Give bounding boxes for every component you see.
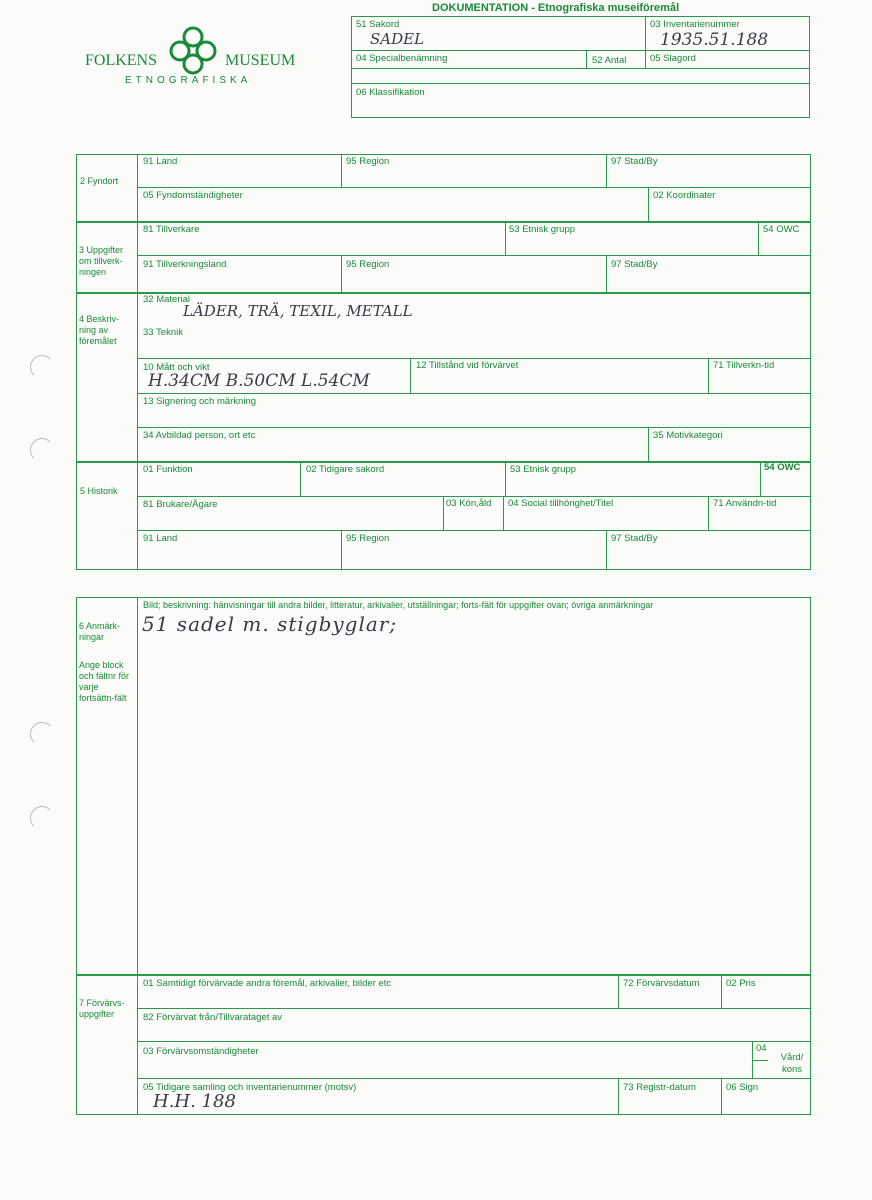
clover-icon [165,24,221,76]
forvarvat-fran-label: 82 Förvärvat från/Tillvarataget av [143,1012,283,1023]
klassifikation-label: 06 Klassifikation [356,87,425,98]
punch-hole [30,355,54,379]
motivkategori-label: 35 Motivkategori [653,430,723,441]
inventarienummer-label: 03 Inventarienummer [650,19,740,30]
section-beskrivning-title: 4 Beskriv-ning av föremålet [79,314,120,346]
tillverkning-region-label: 95 Region [346,259,390,270]
specialbenamning-label: 04 Specialbenämning [356,53,448,64]
tillverkning-stad-label: 97 Stad/By [611,259,658,270]
punch-hole [30,438,54,462]
museum-logo [85,22,315,92]
punch-hole [30,806,54,830]
historik-stad-label: 97 Stad/By [611,533,658,544]
forvarvsomstandigheter-label: 03 Förvärvsomständigheter [143,1046,259,1057]
anvandn-tid-label: 71 Användn-tid [713,498,777,509]
section-tillverkning-title: 3 Uppgifter om tillverk-ningen [79,245,124,277]
funktion-label: 01 Funktion [143,464,193,475]
tidigare-samling-value[interactable]: H.H. 188 [153,1091,236,1112]
teknik-label: 33 Teknik [143,327,183,338]
forvarvsdatum-label: 72 Förvärvsdatum [623,978,700,989]
fyndort-land-label: 91 Land [143,156,178,167]
slagord-label: 05 Slagord [650,53,696,64]
material-label: 32 Material [143,294,190,305]
punch-hole [30,722,54,746]
matt-value[interactable]: H.34CM B.50CM L.54CM [148,371,370,391]
registr-datum-label: 73 Registr-datum [623,1082,696,1093]
antal-label: 52 Antal [592,55,627,66]
logo-right-text: MUSEUM [225,52,296,69]
anmarkningar-text[interactable]: 51 sadel m. stigbyglar; [142,612,398,636]
fyndort-stad-label: 97 Stad/By [611,156,658,167]
tillverkning-etnisk-grupp-label: 53 Etnisk grupp [509,224,576,235]
avbildad-label: 34 Avbildad person, ort etc [143,430,256,441]
vard-number-label: 04 [756,1043,767,1054]
koordinater-label: 02 Koordinater [653,190,716,201]
section-anmarkningar-title: 6 Anmärk-ningar [79,621,121,642]
section-historik-title: 5 Historik [80,486,118,496]
samtidigt-label: 01 Samtidigt förvärvade andra föremål, arkivalier, bilder etc [143,978,392,989]
section-anmarkningar-note: Ange block och fältnr för varje fortsättn-fält [79,660,130,703]
material-value[interactable]: LÄDER, TRÄ, TEXIL, METALL [183,302,413,320]
historik-region-label: 95 Region [346,533,390,544]
lower-form-box [76,597,811,1115]
inventarienummer-value[interactable]: 1935.51.188 [660,30,769,50]
logo-subtitle: ETNOGRAFISKA [125,75,252,86]
fyndort-region-label: 95 Region [346,156,390,167]
fyndomstandigheter-label: 05 Fyndomständigheter [143,190,243,201]
section-forvarv-title: 7 Förvärvs-uppgifter [79,998,125,1019]
pris-label: 02 Pris [726,978,756,989]
tidigare-sakord-label: 02 Tidigare sakord [306,464,385,475]
sakord-label: 51 Sakord [356,19,400,30]
matt-label: 10 Mått och vikt [143,362,210,373]
vard-kons-label: Vård/ kons [780,1052,804,1075]
sakord-value[interactable]: SADEL [370,30,425,48]
historik-owc-label: 54 OWC [764,462,801,473]
tillverkningsland-label: 91 Tillverkningsland [143,259,227,270]
brukare-label: 81 Brukare/Ägare [143,499,218,510]
anmarkningar-header: Bild; beskrivning: hänvisningar till andra bilder, litteratur, arkivalier, utställningar; forts-fält för uppgifter ovan; övriga anmärkningar [143,600,654,610]
section-fyndort-title: 2 Fyndort [80,176,119,186]
tidigare-samling-label: 05 Tidigare samling och inventarienummer (motsv) [143,1082,357,1093]
tillverkare-label: 81 Tillverkare [143,224,200,235]
signering-label: 13 Signering och märkning [143,396,257,407]
kon-ald-label: 03 Kön,åld [446,498,492,509]
social-label: 04 Social tillhörighet/Titel [508,498,614,509]
tillverkning-owc-label: 54 OWC [763,224,800,235]
historik-land-label: 91 Land [143,533,178,544]
tillverkn-tid-label: 71 Tillverkn-tid [713,360,775,371]
page-title: DOKUMENTATION - Etnografiska museiföremål [432,2,680,14]
logo-left-text: FOLKENS [85,52,158,69]
sign-label: 06 Sign [726,1082,759,1093]
tillstand-label: 12 Tillstånd vid förvärvet [416,360,519,371]
historik-etnisk-grupp-label: 53 Etnisk grupp [510,464,577,475]
